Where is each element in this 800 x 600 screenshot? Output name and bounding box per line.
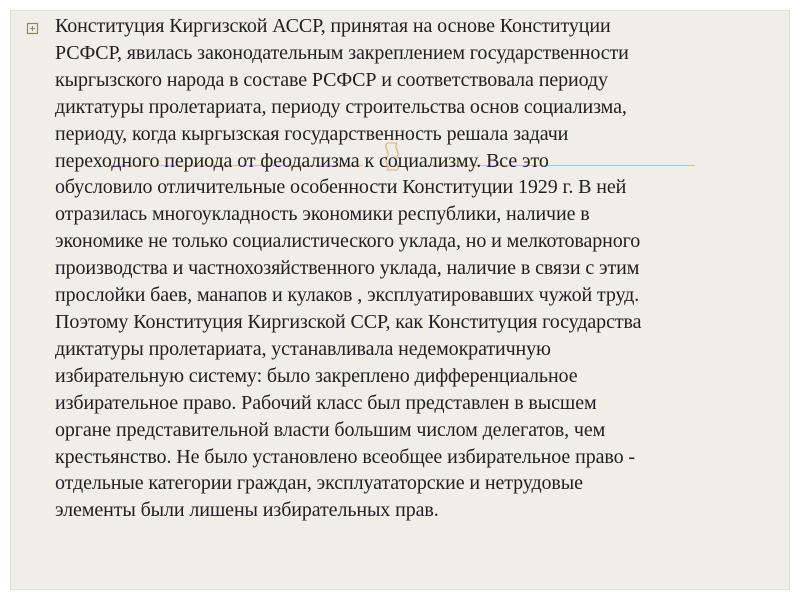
square-outline-bullet-icon [26, 22, 39, 35]
body-paragraph: Конституция Киргизской АССР, принятая на основе Конституции РСФСР, явилась законодательным закреплением государственности кыргызского народа в составе РСФСР и соответствовала периоду диктатуры пролетариата, периоду строительства основ социализма, периоду, когда кыргызская государственность решала задачи переходного периода от феодализма к социализму. Все это обусловило отличительные особенности Конституции 1929 г. В ней отразилась многоукладность экономики республики, наличие в экономике не только социалистического уклада, но и мелкотоварного производства и частнохозяйственного уклада, наличие в связи с этим прослойки баев, манапов и кулаков , эксплуатировавших чужой труд. Поэтому Конституция Киргизской ССР, как Конституция государства диктатуры пролетариата, устанавливала недемократичную избирательную систему: было закреплено дифференциальное избирательное право. Рабочий класс был представлен в высшем органе представительной власти большим числом делегатов, чем крестьянство. Не было установлено всеобщее избирательное право - отдельные категории граждан, эксплуататорские и нетрудовые элементы были лишены избирательных прав. [55, 15, 642, 522]
